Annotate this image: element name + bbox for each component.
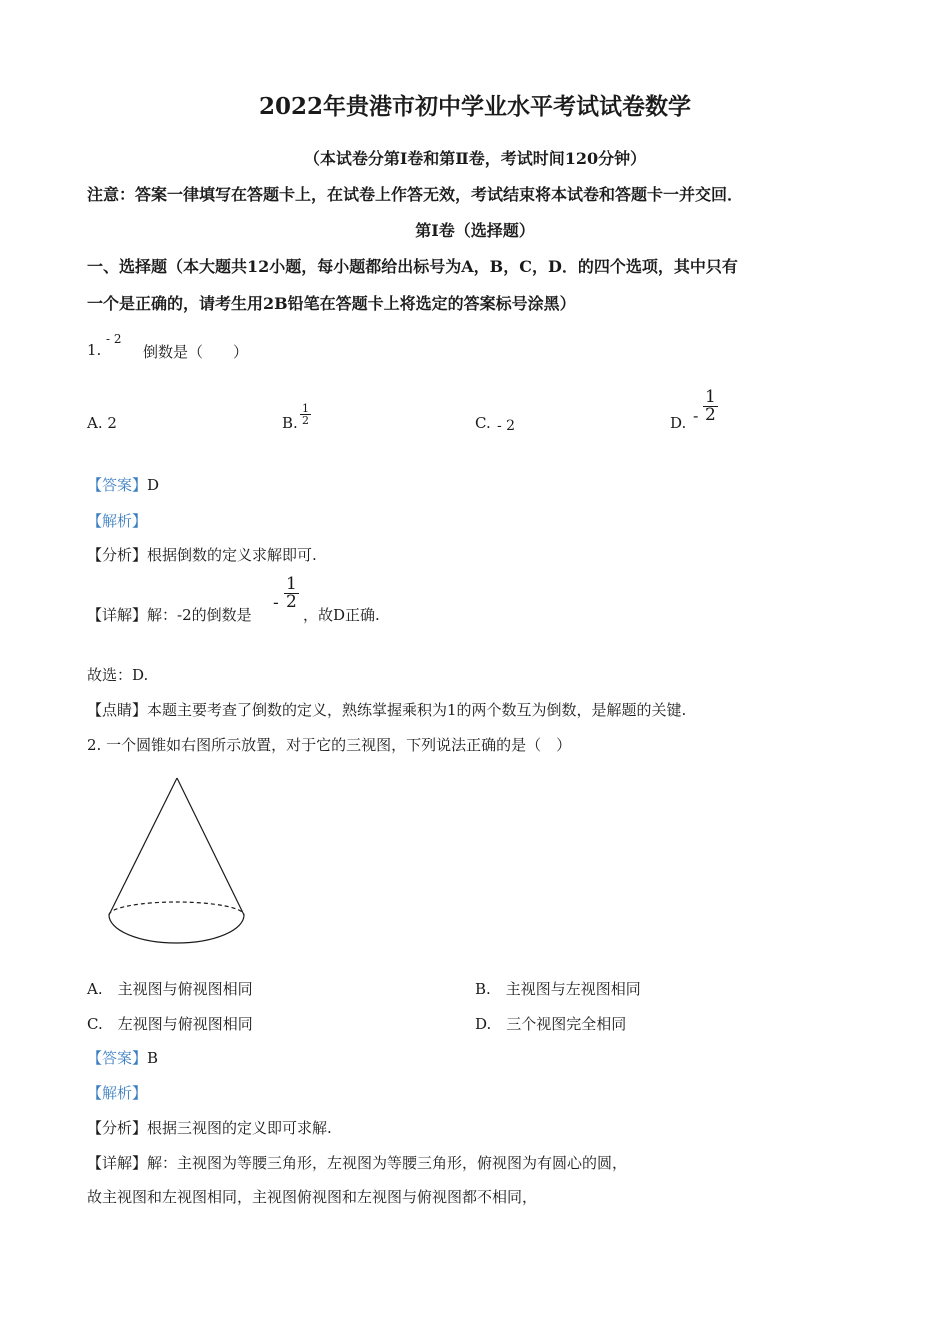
q1-option-d-label: D. [670,414,687,432]
q2-analysis-tag: 【解析】 [87,1084,148,1102]
section-instruction-line1: 一、选择题（本大题共12小题，每小题都给出标号为A，B，C，D．的四个选项，其中只有 [87,257,738,276]
q1-option-b-den: 2 [302,414,309,427]
q1-detail-fraction [284,576,299,611]
cone-base-back [109,902,244,915]
q1-detail-den: 2 [286,592,297,612]
page-title: 2022年贵港市初中学业水平考试试卷数学 [258,93,691,120]
q2-answer-value: B [147,1049,159,1067]
exam-notice: 注意：答案一律填写在答题卡上，在试卷上作答无效，考试结束将本试卷和答题卡一并交回． [87,185,744,204]
q2-option-b: B. 主视图与左视图相同 [475,980,641,998]
q2-option-c: C. 左视图与俯视图相同 [87,1015,253,1033]
cone-left-edge [109,778,177,915]
q2-stem: 2. 一个圆锥如右图所示放置，对于它的三视图，下列说法正确的是（ ） [87,736,572,754]
section-instruction-line2: 一个是正确的，请考生用2B铅笔在答题卡上将选定的答案标号涂黑） [87,294,576,313]
q1-option-c-label: C. [475,414,491,432]
q2-detail-line1: 【详解】解：主视图为等腰三角形，左视图为等腰三角形，俯视图为有圆心的圆， [87,1154,628,1172]
q1-answer [87,474,159,495]
q2-detail-line2: 故主视图和左视图相同，主视图俯视图和左视图与俯视图都不相同， [87,1188,538,1206]
q2-answer [87,1047,158,1068]
cone-figure [104,775,250,951]
q1-comment: 【点睛】本题主要考查了倒数的定义，熟练掌握乘积为1的两个数互为倒数，是解题的关键. [87,701,687,719]
q1-detail-sign: - [273,593,279,613]
q1-number: 1. [87,341,102,359]
q1-option-c-value: - 2 [497,418,516,434]
q1-option-b-label: B. [282,414,298,432]
q1-option-b-fraction [300,403,311,426]
q1-answer-tag: 【答案】 [87,476,148,494]
q1-option-d-num: 1 [705,387,716,407]
cone-right-edge [177,778,244,915]
cone-base-front [109,915,244,943]
q1-stem: 倒数是（ ） [143,343,249,361]
q2-answer-tag: 【答案】 [87,1049,148,1067]
exam-subtitle: （本试卷分第Ⅰ卷和第Ⅱ卷，考试时间120分钟） [303,149,647,168]
q1-analysis-tag: 【解析】 [87,512,148,530]
part-title: 第Ⅰ卷（选择题） [415,221,535,240]
q1-detail-num: 1 [286,574,297,594]
q1-option-d-den: 2 [705,405,716,425]
q1-answer-value: D [147,476,160,494]
q1-detail-suffix: ，故D正确. [303,606,380,624]
q1-option-b-num: 1 [302,402,309,415]
q1-fenxi: 【分析】根据倒数的定义求解即可. [87,546,317,564]
q2-option-d: D. 三个视图完全相同 [475,1015,627,1033]
q1-choose: 故选：D. [87,666,149,684]
q1-option-d-fraction [703,389,718,424]
q2-option-a: A. 主视图与俯视图相同 [87,980,253,998]
q1-sup: - 2 [106,332,122,346]
q1-option-d-sign: - [693,406,699,425]
q1-detail-prefix: 【详解】解：-2的倒数是 [87,606,252,624]
q2-fenxi: 【分析】根据三视图的定义即可求解. [87,1119,332,1137]
q1-option-a: A. 2 [87,414,117,432]
